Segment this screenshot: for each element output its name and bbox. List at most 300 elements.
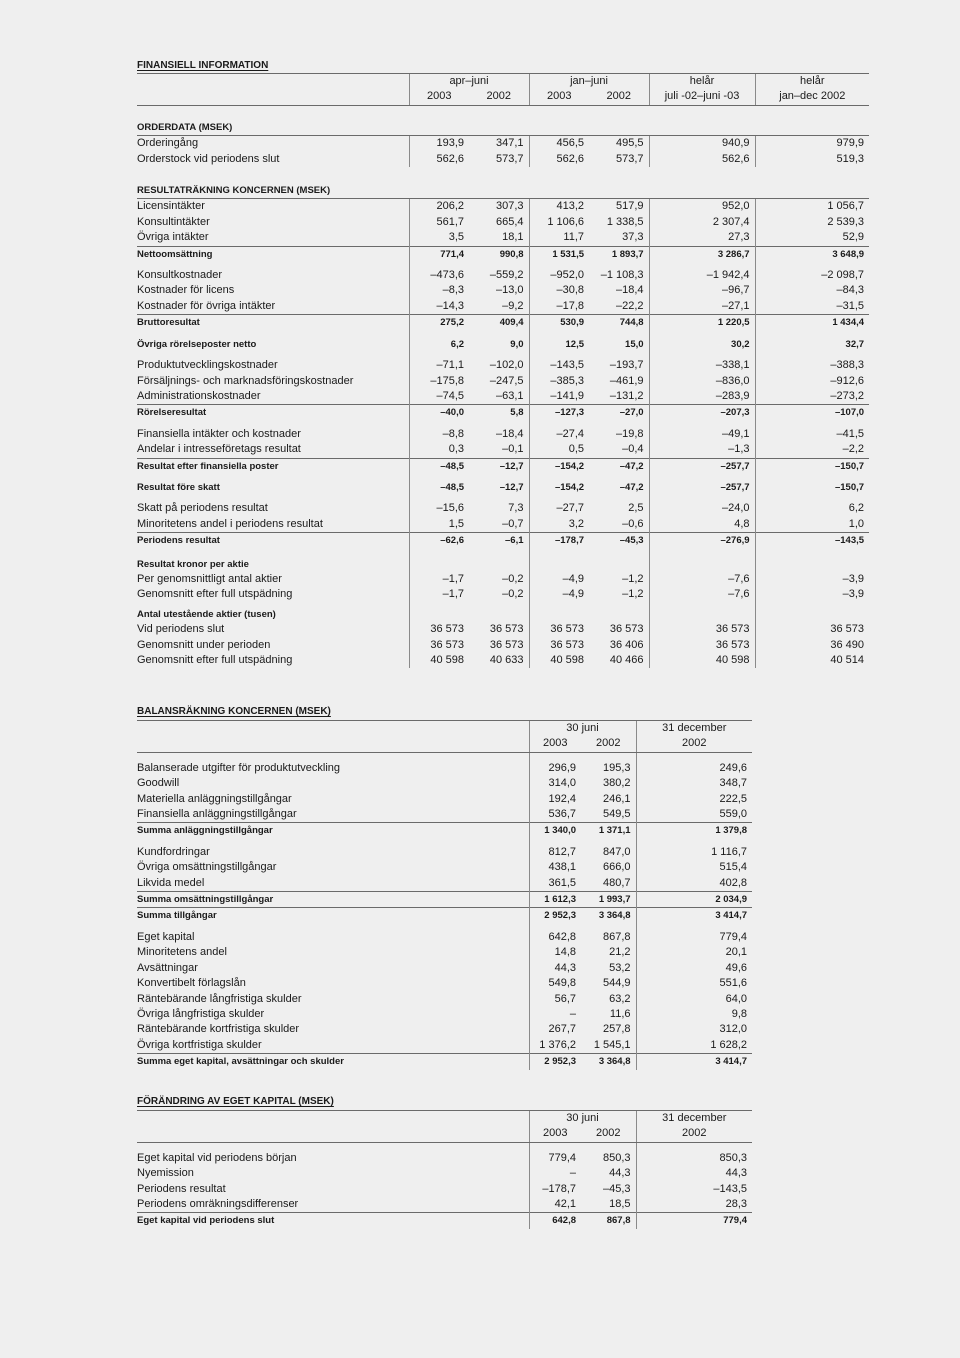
cell-value: –388,3 xyxy=(755,358,869,373)
table-row xyxy=(137,587,869,602)
cell-value: 1 056,7 xyxy=(755,199,869,215)
row-label: Administrationskostnader xyxy=(137,389,261,402)
cell-value: 6,2 xyxy=(755,501,869,516)
cell-value: 36 573 xyxy=(409,622,469,637)
cell-value: 1 340,0 xyxy=(529,823,581,839)
cell-value: 2 307,4 xyxy=(649,215,755,230)
fin-head-period: jan–dec 2002 xyxy=(755,89,869,105)
row-label: Övriga rörelseposter netto xyxy=(137,338,257,350)
cell-value: –0,7 xyxy=(502,517,524,530)
cell-value: 9,8 xyxy=(636,1007,752,1022)
table-row xyxy=(137,792,752,807)
row-label: Övriga intäkter xyxy=(137,231,209,244)
cell-value: –473,6 xyxy=(409,268,469,283)
subtotal-row xyxy=(137,315,869,331)
cell-value: 480,7 xyxy=(602,876,631,889)
row-label: Produktutvecklingskostnader xyxy=(137,359,278,372)
row-label: Övriga omsättningstillgångar xyxy=(137,861,277,874)
row-label: Försäljnings- och marknadsföringskostnader xyxy=(137,374,354,387)
cell-value: 517,9 xyxy=(589,199,649,215)
table-row xyxy=(137,1022,752,1037)
row-label: Vid periodens slut xyxy=(137,623,225,636)
cell-value: 36 573 xyxy=(649,638,755,653)
table-row xyxy=(137,1182,752,1197)
table-row xyxy=(137,876,752,892)
table-row xyxy=(137,961,752,976)
cell-value: –24,0 xyxy=(649,501,755,516)
cell-value: 36 573 xyxy=(609,623,644,636)
row-label: Konsultintäkter xyxy=(137,215,210,228)
cell-value: –912,6 xyxy=(755,374,869,389)
cell-value: –193,7 xyxy=(609,359,644,372)
cell-value: –1,7 xyxy=(409,572,469,587)
cell-value: 49,6 xyxy=(636,961,752,976)
cell-value: –143,5 xyxy=(636,1182,752,1197)
cell-value: 573,7 xyxy=(495,152,524,165)
cell-value: –4,9 xyxy=(529,572,589,587)
cell-value: 3 364,8 xyxy=(581,908,636,924)
cell-value: 11,6 xyxy=(609,1007,631,1020)
cell-value: –48,5 xyxy=(409,458,469,474)
cell-value: –3,9 xyxy=(755,587,869,602)
cell-value: –141,9 xyxy=(529,389,589,405)
cell-value: –84,3 xyxy=(755,283,869,298)
cell-value: 562,6 xyxy=(529,152,589,167)
cell-value: 257,8 xyxy=(602,1023,631,1036)
subtotal-row xyxy=(137,480,869,495)
fin-head-aprjuni: apr–juni xyxy=(409,74,529,90)
cell-value: 1 628,2 xyxy=(636,1038,752,1054)
row-label: Genomsnitt under perioden xyxy=(137,638,271,651)
cell-value: 27,3 xyxy=(649,230,755,246)
cell-value: 40 633 xyxy=(489,654,524,666)
cell-value: 990,8 xyxy=(469,246,529,262)
table-row xyxy=(137,945,752,960)
cell-value: –9,2 xyxy=(502,299,524,312)
cell-value: –0,2 xyxy=(502,588,524,601)
cell-value: 36 490 xyxy=(755,638,869,653)
row-label: Finansiella anläggningstillgångar xyxy=(137,808,297,821)
cell-value: 36 573 xyxy=(489,623,524,636)
cell-value: 1 379,8 xyxy=(636,823,752,839)
section-heading: RESULTATRÄKNING KONCERNEN (MSEK) xyxy=(137,185,331,197)
cell-value: –3,9 xyxy=(755,572,869,587)
row-label: Räntebärande långfristiga skulder xyxy=(137,992,302,1005)
cell-value: 52,9 xyxy=(755,230,869,246)
cell-value: 771,4 xyxy=(409,246,469,262)
cell-value: 867,8 xyxy=(581,1213,636,1229)
fin-head-helar-year: helår xyxy=(755,74,869,90)
cell-value: –48,5 xyxy=(409,480,469,495)
spacer-row xyxy=(137,167,869,183)
row-label: Summa anläggningstillgångar xyxy=(137,823,529,839)
cell-value: 3 414,7 xyxy=(636,1054,752,1070)
cell-value: –257,7 xyxy=(649,458,755,474)
cell-value: 56,7 xyxy=(529,992,581,1007)
row-label: Periodens omräkningsdifferenser xyxy=(137,1198,299,1211)
cell-value: 21,2 xyxy=(609,946,631,959)
cell-value: –952,0 xyxy=(529,268,589,283)
eq-title: FÖRÄNDRING AV EGET KAPITAL (MSEK) xyxy=(137,1096,334,1107)
table-row xyxy=(137,860,752,875)
bal-head-30juni: 30 juni xyxy=(529,721,636,737)
cell-value: 37,3 xyxy=(622,231,644,244)
cell-value: –18,4 xyxy=(495,427,524,440)
bal-title: BALANSRÄKNING KONCERNEN (MSEK) xyxy=(137,706,331,717)
cell-value: 312,0 xyxy=(636,1022,752,1037)
spacer-row xyxy=(137,1142,752,1151)
cell-value: –6,1 xyxy=(469,533,529,549)
row-label: Orderstock vid periodens slut xyxy=(137,152,280,165)
cell-value: –247,5 xyxy=(489,374,524,387)
cell-value: –283,9 xyxy=(649,389,755,405)
cell-value: –461,9 xyxy=(609,374,644,387)
cell-value: 40 466 xyxy=(609,654,644,666)
cell-value: –96,7 xyxy=(649,283,755,298)
cell-value: 20,1 xyxy=(636,945,752,960)
table-row xyxy=(137,761,752,776)
cell-value: 952,0 xyxy=(649,199,755,215)
table-row xyxy=(137,776,752,791)
table-row xyxy=(137,230,869,246)
cell-value: 267,7 xyxy=(529,1022,581,1037)
row-label: Per genomsnittligt antal aktier xyxy=(137,572,282,585)
cell-value: 348,7 xyxy=(636,776,752,791)
cell-value: –836,0 xyxy=(649,374,755,389)
row-label: Resultat efter finansiella poster xyxy=(137,458,409,474)
cell-value: 744,8 xyxy=(589,315,649,331)
cell-value: 544,9 xyxy=(602,977,631,990)
cell-value: 12,5 xyxy=(529,337,589,352)
cell-value: –2 098,7 xyxy=(755,268,869,283)
cell-value: 519,3 xyxy=(755,152,869,167)
cell-value: 409,4 xyxy=(469,315,529,331)
cell-value: 1 376,2 xyxy=(529,1038,581,1054)
cell-value: 847,0 xyxy=(602,845,631,858)
fin-head-period: juli -02–juni -03 xyxy=(649,89,755,105)
row-label: Goodwill xyxy=(137,777,180,790)
row-label: Summa tillgångar xyxy=(137,908,529,924)
cell-value: –14,3 xyxy=(409,299,469,315)
cell-value: 1,5 xyxy=(409,517,469,533)
table-row xyxy=(137,1151,752,1166)
cell-value: 666,0 xyxy=(602,861,631,874)
cell-value: –7,6 xyxy=(649,587,755,602)
cell-value: –385,3 xyxy=(529,374,589,389)
cell-value: –178,7 xyxy=(529,533,589,549)
subtotal-row xyxy=(137,458,869,474)
cell-value: 28,3 xyxy=(636,1197,752,1213)
cell-value: –62,6 xyxy=(409,533,469,549)
row-label: Genomsnitt efter full utspädning xyxy=(137,654,293,666)
row-label: Övriga kortfristiga skulder xyxy=(137,1038,262,1051)
section-heading: ORDERDATA (MSEK) xyxy=(137,121,233,133)
fin-head-year: 2003 xyxy=(409,89,469,105)
fin-head-janjuni: jan–juni xyxy=(529,74,649,90)
eq-head-year: 2002 xyxy=(636,1126,752,1142)
section-kronor xyxy=(137,557,869,572)
cell-value: –207,3 xyxy=(649,405,755,421)
cell-value: –143,5 xyxy=(529,358,589,373)
cell-value: –27,1 xyxy=(649,299,755,315)
cell-value: 515,4 xyxy=(636,860,752,875)
row-label: Skatt på periodens resultat xyxy=(137,502,268,515)
cell-value: 2 952,3 xyxy=(529,1054,581,1070)
cell-value: 361,5 xyxy=(529,876,581,892)
cell-value: 3 286,7 xyxy=(649,246,755,262)
cell-value: 1 545,1 xyxy=(593,1038,631,1051)
cell-value: 867,8 xyxy=(602,930,631,943)
cell-value: 779,4 xyxy=(529,1151,581,1166)
table-row xyxy=(137,199,869,215)
cell-value: 549,5 xyxy=(602,808,631,821)
spacer-row xyxy=(137,105,869,120)
fin-head-helar-rolling: helår xyxy=(649,74,755,90)
cell-value: 1,0 xyxy=(755,517,869,533)
row-label: Resultat före skatt xyxy=(137,481,220,493)
cell-value: –131,2 xyxy=(609,389,644,402)
row-label: Eget kapital vid periodens slut xyxy=(137,1213,529,1229)
bal-head-year: 2002 xyxy=(636,736,752,752)
row-label: Balanserade utgifter för produktutveckling xyxy=(137,761,341,774)
cell-value: –47,2 xyxy=(589,458,649,474)
row-label: Finansiella intäkter och kostnader xyxy=(137,427,301,440)
cell-value: –71,1 xyxy=(409,358,469,373)
cell-value: 812,7 xyxy=(529,845,581,860)
cell-value: 665,4 xyxy=(495,215,524,228)
section-heading: Resultat kronor per aktie xyxy=(137,558,249,570)
cell-value: 1 371,1 xyxy=(581,823,636,839)
cell-value: 63,2 xyxy=(609,992,631,1005)
cell-value: 7,3 xyxy=(508,502,524,515)
row-label: Kostnader för övriga intäkter xyxy=(137,299,276,312)
cell-value: 1 106,6 xyxy=(529,215,589,230)
cell-value: –257,7 xyxy=(649,480,755,495)
cell-value: 438,1 xyxy=(529,860,581,875)
subtotal-row xyxy=(137,892,752,908)
cell-value: 36 573 xyxy=(529,638,589,653)
table-row xyxy=(137,622,869,637)
cell-value: –63,1 xyxy=(495,389,524,402)
row-label: Minoritetens andel xyxy=(137,946,227,959)
cell-value: 15,0 xyxy=(625,338,644,350)
cell-value: 979,9 xyxy=(755,136,869,152)
cell-value: –0,1 xyxy=(502,443,524,456)
cell-value: 44,3 xyxy=(636,1166,752,1181)
cell-value: 456,5 xyxy=(529,136,589,152)
cell-value: 36 573 xyxy=(529,622,589,637)
fin-head-year: 2002 xyxy=(469,89,529,105)
cell-value: 561,7 xyxy=(409,215,469,230)
cell-value: – xyxy=(529,1007,581,1022)
row-label: Övriga långfristiga skulder xyxy=(137,1007,265,1020)
cell-value: 195,3 xyxy=(602,761,631,774)
cell-value: –41,5 xyxy=(755,427,869,442)
cell-value: –559,2 xyxy=(489,269,524,282)
cell-value: –30,8 xyxy=(529,283,589,298)
cell-value: 9,0 xyxy=(510,338,524,350)
eq-head-31dec: 31 december xyxy=(636,1111,752,1127)
row-label: Kundfordringar xyxy=(137,845,210,858)
cell-value: 1 434,4 xyxy=(755,315,869,331)
cell-value: 0,3 xyxy=(409,442,469,458)
cell-value: –150,7 xyxy=(755,458,869,474)
table-row xyxy=(137,1197,752,1213)
cell-value: –143,5 xyxy=(755,533,869,549)
cell-value: –273,2 xyxy=(755,389,869,405)
cell-value: –1 942,4 xyxy=(649,268,755,283)
cell-value: –276,9 xyxy=(649,533,755,549)
cell-value: –2,2 xyxy=(755,442,869,458)
cell-value: 1 531,5 xyxy=(529,246,589,262)
cell-value: 562,6 xyxy=(649,152,755,167)
subtotal-row xyxy=(137,337,869,352)
row-label: Orderingång xyxy=(137,136,409,152)
cell-value: 549,8 xyxy=(529,976,581,991)
row-label: Räntebärande kortfristiga skulder xyxy=(137,1023,300,1036)
cell-value: 44,3 xyxy=(529,961,581,976)
cell-value: –0,2 xyxy=(502,572,524,585)
eq-head-30juni: 30 juni xyxy=(529,1111,636,1127)
cell-value: –107,0 xyxy=(755,405,869,421)
cell-value: 42,1 xyxy=(529,1197,581,1213)
table-row xyxy=(137,807,752,823)
cell-value: 559,0 xyxy=(636,807,752,823)
subtotal-row xyxy=(137,533,869,549)
cell-value: –47,2 xyxy=(619,481,644,493)
section-antal xyxy=(137,607,869,622)
cell-value: –13,0 xyxy=(495,284,524,297)
cell-value: 4,8 xyxy=(649,517,755,533)
table-row xyxy=(137,358,869,373)
cell-value: –4,9 xyxy=(529,587,589,602)
table-row xyxy=(137,976,752,991)
cell-value: –17,8 xyxy=(529,299,589,315)
row-label: Periodens resultat xyxy=(137,1182,226,1195)
cell-value: 307,3 xyxy=(469,199,529,215)
cell-value: 551,6 xyxy=(636,976,752,991)
cell-value: 14,8 xyxy=(529,945,581,960)
row-label: Summa eget kapital, avsättningar och skulder xyxy=(137,1054,529,1070)
table-row xyxy=(137,638,869,653)
row-label: Licensintäkter xyxy=(137,199,409,215)
cell-value: 64,0 xyxy=(636,992,752,1007)
table-row xyxy=(137,374,869,389)
cell-value: 296,9 xyxy=(529,761,581,776)
table-row xyxy=(137,992,752,1007)
row-label: Rörelseresultat xyxy=(137,405,409,421)
cell-value: 36 573 xyxy=(409,638,469,653)
cell-value: –1 108,3 xyxy=(600,269,644,282)
cell-value: 2 952,3 xyxy=(529,908,581,924)
table-row xyxy=(137,299,869,315)
cell-value: 192,4 xyxy=(529,792,581,807)
bal-table xyxy=(137,720,752,1070)
cell-value: –7,6 xyxy=(649,572,755,587)
cell-value: 36 573 xyxy=(755,622,869,637)
table-row xyxy=(137,501,869,516)
table-row xyxy=(137,215,869,230)
cell-value: 3 364,8 xyxy=(581,1054,636,1070)
section-orderdata xyxy=(137,120,869,136)
cell-value: 495,5 xyxy=(589,136,649,152)
table-row xyxy=(137,517,869,533)
subtotal-row xyxy=(137,405,869,421)
cell-value: 1 612,3 xyxy=(529,892,581,908)
cell-value: –40,0 xyxy=(409,405,469,421)
total-row xyxy=(137,1054,752,1070)
cell-value: –154,2 xyxy=(529,458,589,474)
cell-value: –178,7 xyxy=(529,1182,581,1197)
cell-value: 40 514 xyxy=(755,653,869,668)
cell-value: 314,0 xyxy=(529,776,581,791)
cell-value: 940,9 xyxy=(649,136,755,152)
eq-head-year: 2003 xyxy=(529,1126,581,1142)
cell-value: –0,6 xyxy=(622,517,644,530)
cell-value: –8,8 xyxy=(409,427,469,442)
table-row xyxy=(137,1038,752,1054)
cell-value: 1 220,5 xyxy=(649,315,755,331)
spacer-row xyxy=(137,752,752,761)
cell-value: 275,2 xyxy=(409,315,469,331)
cell-value: 36 406 xyxy=(609,638,644,651)
table-row xyxy=(137,389,869,405)
cell-value: –8,3 xyxy=(409,283,469,298)
cell-value: –12,7 xyxy=(499,481,524,493)
row-label: Avsättningar xyxy=(137,961,198,974)
row-label: Genomsnitt efter full utspädning xyxy=(137,588,293,601)
table-row xyxy=(137,268,869,283)
cell-value: 3 648,9 xyxy=(755,246,869,262)
cell-value: 380,2 xyxy=(602,777,631,790)
cell-value: –154,2 xyxy=(529,480,589,495)
cell-value: 32,7 xyxy=(755,337,869,352)
cell-value: 40 598 xyxy=(649,653,755,668)
cell-value: 18,1 xyxy=(502,231,524,244)
cell-value: 249,6 xyxy=(636,761,752,776)
cell-value: 40 598 xyxy=(529,653,589,668)
table-row xyxy=(137,442,869,458)
cell-value: 206,2 xyxy=(409,199,469,215)
total-row xyxy=(137,1213,752,1229)
row-label: Likvida medel xyxy=(137,876,205,889)
spacer-row xyxy=(137,549,869,557)
cell-value: –1,2 xyxy=(622,572,644,585)
section-resultat xyxy=(137,183,869,199)
row-label: Eget kapital xyxy=(137,930,195,943)
cell-value: 536,7 xyxy=(529,807,581,823)
table-row xyxy=(137,653,869,668)
table-row xyxy=(137,283,869,298)
cell-value: 11,7 xyxy=(529,230,589,246)
cell-value: –1,7 xyxy=(409,587,469,602)
cell-value: –18,4 xyxy=(616,284,644,297)
cell-value: 779,4 xyxy=(636,930,752,945)
table-row xyxy=(137,1166,752,1181)
cell-value: –338,1 xyxy=(649,358,755,373)
cell-value: 1 116,7 xyxy=(636,845,752,860)
cell-value: –1,3 xyxy=(649,442,755,458)
table-row xyxy=(137,152,869,167)
fin-head-year: 2002 xyxy=(589,89,649,105)
fin-head-year: 2003 xyxy=(529,89,589,105)
table-row xyxy=(137,136,869,152)
eq-head-year: 2002 xyxy=(581,1126,636,1142)
cell-value: 347,1 xyxy=(469,136,529,152)
cell-value: 2 034,9 xyxy=(636,892,752,908)
cell-value: 40 598 xyxy=(409,653,469,668)
row-label: Summa omsättningstillgångar xyxy=(137,892,529,908)
